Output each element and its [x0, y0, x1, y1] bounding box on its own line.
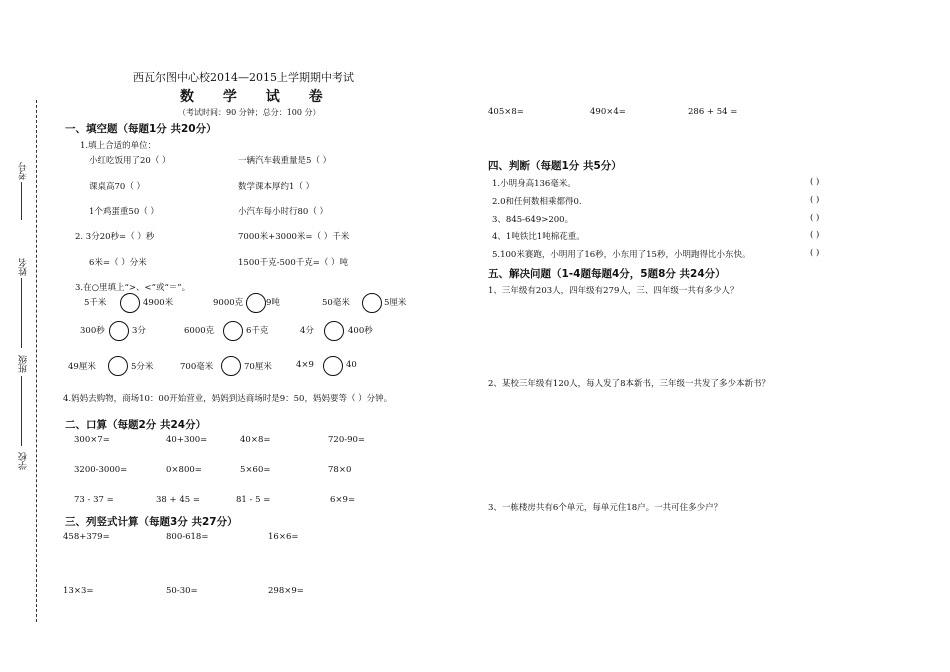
compare-left: 4×9: [296, 360, 314, 370]
oral-calc-item: 73 - 37 =: [74, 495, 114, 505]
q1-item: 课桌高70（ ）: [89, 182, 146, 192]
oral-calc-item: 6×9=: [330, 495, 356, 505]
oral-calc-item: 38 + 45 =: [156, 495, 200, 505]
compare-left: 700毫米: [180, 362, 214, 372]
side-label-class: 班级: [19, 355, 29, 373]
q1-prompt: 1.填上合适的单位：: [80, 141, 157, 151]
compare-circle[interactable]: [109, 321, 129, 341]
compare-right: 4900米: [143, 298, 174, 308]
word-problem: 2、某校三年级有120人，每人发了8本新书，三年级一共发了多少本新书？: [488, 379, 771, 389]
vertical-calc-item: 13×3=: [63, 586, 94, 596]
compare-circle[interactable]: [221, 356, 241, 376]
judge-answer-paren[interactable]: ( ): [810, 195, 820, 205]
compare-circle[interactable]: [362, 293, 382, 313]
oral-calc-item: 78×0: [328, 465, 352, 475]
vertical-calc-item: 800-618=: [166, 532, 209, 542]
judge-item: 3、845-649>200。: [492, 215, 574, 225]
fill-line-exam-no: [21, 182, 22, 220]
compare-right: 40: [346, 360, 357, 370]
judge-item: 1.小明身高136毫米。: [492, 179, 576, 189]
compare-circle[interactable]: [246, 293, 266, 313]
oral-calc-item: 81 - 5 =: [236, 495, 271, 505]
compare-right: 400秒: [348, 326, 373, 336]
judge-answer-paren[interactable]: ( ): [810, 248, 820, 258]
vertical-calc-item: 298×9=: [268, 586, 304, 596]
fill-line-class: [21, 376, 22, 446]
q4-prompt: 4.妈妈去购物，商场10：00开始营业，妈妈到达商场时是9：50，妈妈要等（ ）分钟。: [63, 394, 393, 404]
q2-item: 2. 3分20秒=（ ）秒: [75, 232, 155, 242]
section-5-heading: 五、解决问题（1-4题每题4分，5题8分 共24分）: [488, 268, 726, 280]
q3-prompt: 3.在○里填上“>、<”或“＝”。: [75, 283, 191, 293]
oral-calc-item: 286 + 54 =: [688, 107, 738, 117]
section-3-heading: 三、列竖式计算（每题3分 共27分）: [65, 516, 238, 528]
q1-item: 一辆汽车载重量是5（ ）: [238, 156, 332, 166]
side-label-exam-no: 考号: [19, 162, 29, 180]
exam-title: 数 学 试 卷: [180, 89, 335, 105]
oral-calc-item: 300×7=: [74, 435, 110, 445]
compare-left: 300秒: [80, 326, 105, 336]
vertical-calc-item: 458+379=: [63, 532, 110, 542]
compare-left: 4分: [300, 326, 314, 336]
compare-right: 70厘米: [244, 362, 272, 372]
fill-line-name: [21, 278, 22, 348]
oral-calc-item: 40×8=: [240, 435, 271, 445]
compare-left: 49厘米: [68, 362, 96, 372]
side-label-school: 学校: [19, 452, 29, 470]
q1-item: 小红吃饭用了20（ ）: [89, 156, 171, 166]
oral-calc-item: 40+300=: [166, 435, 208, 445]
judge-answer-paren[interactable]: ( ): [810, 177, 820, 187]
compare-right: 5厘米: [384, 298, 407, 308]
judge-item: 2.0和任何数相乘都得0.: [492, 197, 582, 207]
binding-line: [36, 100, 37, 622]
compare-right: 6千克: [246, 326, 269, 336]
compare-right: 5分米: [131, 362, 154, 372]
q2-item: 6米=（ ）分米: [89, 258, 147, 268]
compare-right: 3分: [132, 326, 146, 336]
compare-left: 5千米: [84, 298, 107, 308]
q2-item: 1500千克-500千克=（ ）吨: [238, 258, 349, 268]
compare-circle[interactable]: [324, 321, 344, 341]
oral-calc-item: 490×4=: [590, 107, 626, 117]
oral-calc-item: 405×8=: [488, 107, 524, 117]
vertical-calc-item: 50-30=: [166, 586, 198, 596]
compare-circle[interactable]: [120, 293, 140, 313]
vertical-calc-item: 16×6=: [268, 532, 299, 542]
section-2-heading: 二、口算（每题2分 共24分）: [65, 419, 207, 431]
oral-calc-item: 720-90=: [328, 435, 366, 445]
compare-circle[interactable]: [108, 356, 128, 376]
oral-calc-item: 3200-3000=: [74, 465, 128, 475]
compare-left: 50毫米: [322, 298, 350, 308]
oral-calc-item: 5×60=: [240, 465, 271, 475]
section-1-heading: 一、填空题（每题1分 共20分）: [65, 123, 217, 135]
judge-answer-paren[interactable]: ( ): [810, 213, 820, 223]
word-problem: 1、三年级有203人，四年级有279人，三、四年级一共有多少人？: [488, 286, 739, 296]
school-title: 西瓦尔图中心校2014—2015上学期期中考试: [133, 71, 354, 84]
compare-left: 9000克: [213, 298, 244, 308]
q1-item: 数学课本厚约1（ ）: [238, 182, 315, 192]
q2-item: 7000米+3000米=（ ）千米: [238, 232, 350, 242]
oral-calc-item: 0×800=: [166, 465, 202, 475]
judge-item: 4、1吨铁比1吨棉花重。: [492, 232, 585, 242]
q1-item: 1个鸡蛋重50（ ）: [89, 207, 159, 217]
exam-info: （考试时间：90 分钟；总分：100 分）: [178, 108, 321, 117]
compare-circle[interactable]: [323, 356, 343, 376]
side-label-name: 姓名: [19, 258, 29, 276]
q1-item: 小汽车每小时行80（ ）: [238, 207, 329, 217]
compare-circle[interactable]: [223, 321, 243, 341]
word-problem: 3、一栋楼房共有6个单元，每单元住18户。一共可住多少户？: [488, 503, 723, 513]
judge-answer-paren[interactable]: ( ): [810, 230, 820, 240]
section-4-heading: 四、判断（每题1分 共5分）: [488, 160, 622, 172]
compare-right: 9吨: [266, 298, 280, 308]
compare-left: 6000克: [184, 326, 215, 336]
judge-item: 5.100米赛跑，小明用了16秒，小东用了15秒，小明跑得比小东快。: [492, 250, 751, 260]
